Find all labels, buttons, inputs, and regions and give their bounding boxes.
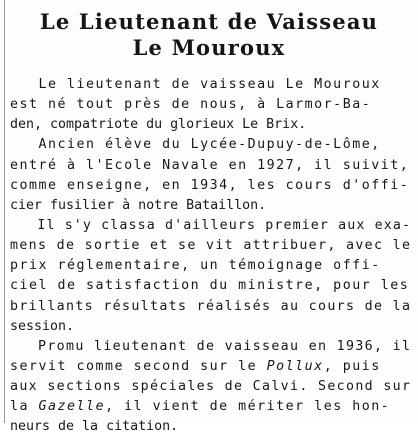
line-text: la <box>10 399 39 415</box>
article-line <box>10 236 410 256</box>
line-text: comme enseigne, en 1934, les cours d'offi- <box>10 177 410 193</box>
article-line <box>10 357 410 377</box>
line-text: session. <box>10 318 75 334</box>
line-text: Le lieutenant de vaisseau Le Mouroux <box>10 77 381 92</box>
line-text: aux sections spéciales de Calvi. Second sur <box>10 379 412 395</box>
article-line <box>10 95 410 115</box>
line-text: mens de sortie et se vit attribuer, avec le <box>10 238 412 254</box>
line-text: , puis <box>323 358 381 374</box>
article-line <box>10 276 410 296</box>
line-text: brillants résultats réalisés au cours de la <box>10 298 412 314</box>
line-text: den, compatriote du glorieux Le Brix. <box>10 117 307 133</box>
ship-name: Pollux <box>266 358 324 374</box>
line-text: est né tout près de nous, à Larmor-Ba- <box>10 97 372 113</box>
line-text: Ancien élève du Lycée-Dupuy-de-Lôme, <box>10 137 381 153</box>
column-rule <box>4 0 5 423</box>
line-text: , il vient de mériter les hon- <box>105 399 391 415</box>
article-line <box>10 75 410 95</box>
article-line <box>10 135 410 155</box>
line-text: cier fusilier à notre Bataillon. <box>10 197 267 213</box>
headline-line-2: Le Mouroux <box>132 35 286 60</box>
article-line <box>10 256 410 276</box>
article-line <box>10 317 410 337</box>
article-line <box>10 377 410 397</box>
line-text: servit comme second sur le <box>10 358 267 374</box>
line-text: ciel de satisfaction du ministre, pour les <box>10 278 410 294</box>
article-body <box>10 75 410 438</box>
line-text: Il s'y classa d'ailleurs premier aux exa- <box>10 217 412 233</box>
article-line <box>10 115 410 135</box>
line-text: Promu lieutenant de vaisseau en 1936, il <box>10 338 412 354</box>
article-line <box>10 297 410 317</box>
line-text: prix réglementaire, un témoignage offi- <box>10 258 381 274</box>
line-text: neurs de la citation. <box>10 419 179 435</box>
line-text: entré à l'Ecole Navale en 1927, il suivit, <box>10 157 410 173</box>
article-line <box>10 397 410 417</box>
article-line <box>10 337 410 357</box>
article-line <box>10 417 410 437</box>
article-line <box>10 176 410 196</box>
article-line <box>10 216 410 236</box>
headline-line-1: Le Lieutenant de Vaisseau <box>39 9 379 34</box>
article-line <box>10 196 410 216</box>
ship-name: Gazelle <box>38 399 106 415</box>
article-line <box>10 156 410 176</box>
